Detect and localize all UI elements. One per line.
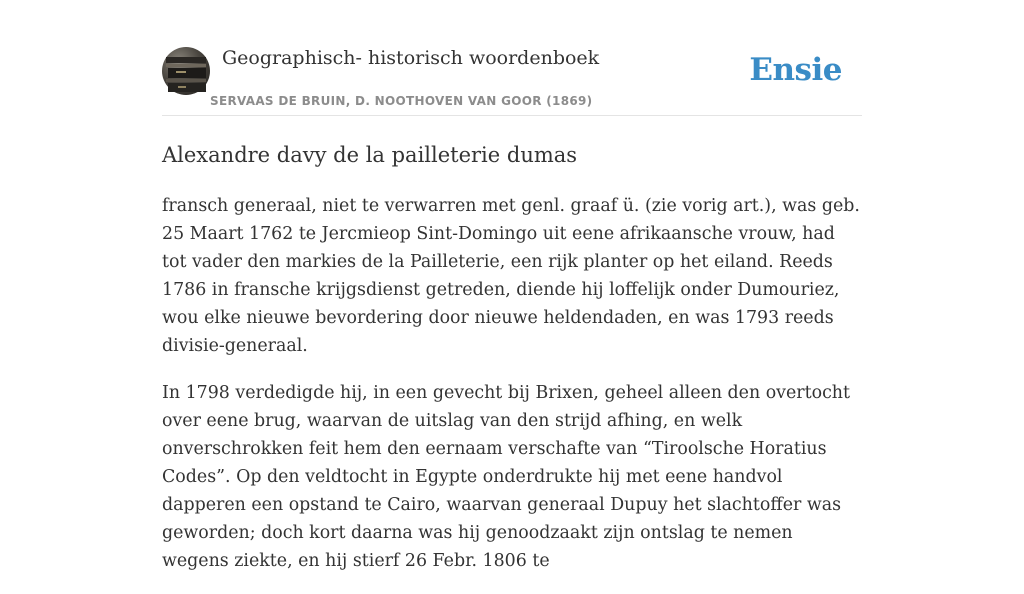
book-title[interactable]: Geographisch- historisch woordenboek <box>222 47 600 69</box>
article-paragraph: In 1798 verdedigde hij, in een gevecht bij Brixen, geheel alleen den overtocht over eene brug, waarvan de uitslag van den strijd afhing, en welk onverschrokken feit hem den eernaam verschafte van “Tiroolsche Horatius Codes”. Op den veldtocht in Egypte onderdrukte hij met eene handvol dapperen een opstand te Cairo, waarvan generaal Dupuy het slachtoffer was geworden; doch kort daarna was hij genoodzaakt zijn ontslag te nemen wegens ziekte, en hij stierf 26 Febr. 1806 te <box>162 383 850 571</box>
source-header <box>162 0 862 116</box>
ensie-logo[interactable]: Ensie <box>749 52 842 88</box>
content-container <box>162 0 862 571</box>
book-authors: SERVAAS DE BRUIN, D. NOOTHOVEN VAN GOOR (1869) <box>210 94 593 108</box>
article-paragraph: fransch generaal, niet te verwarren met genl. graaf ü. (zie vorig art.), was geb. 25 Maart 1762 te Jercmieop Sint-Domingo uit eene afrikaansche vrouw, had tot vader den markies de la Pailleterie, een rijk planter op het eiland. Reeds 1786 in fransche krijgsdienst getreden, diende hij loffelijk onder Dumouriez, wou elke nieuwe bevordering door nieuwe heldendaden, en was 1793 reeds divisie-generaal. <box>162 196 860 356</box>
article-body <box>162 192 862 594</box>
book-cover-icon[interactable] <box>162 47 210 95</box>
article-title: Alexandre davy de la pailleterie dumas <box>162 143 578 167</box>
